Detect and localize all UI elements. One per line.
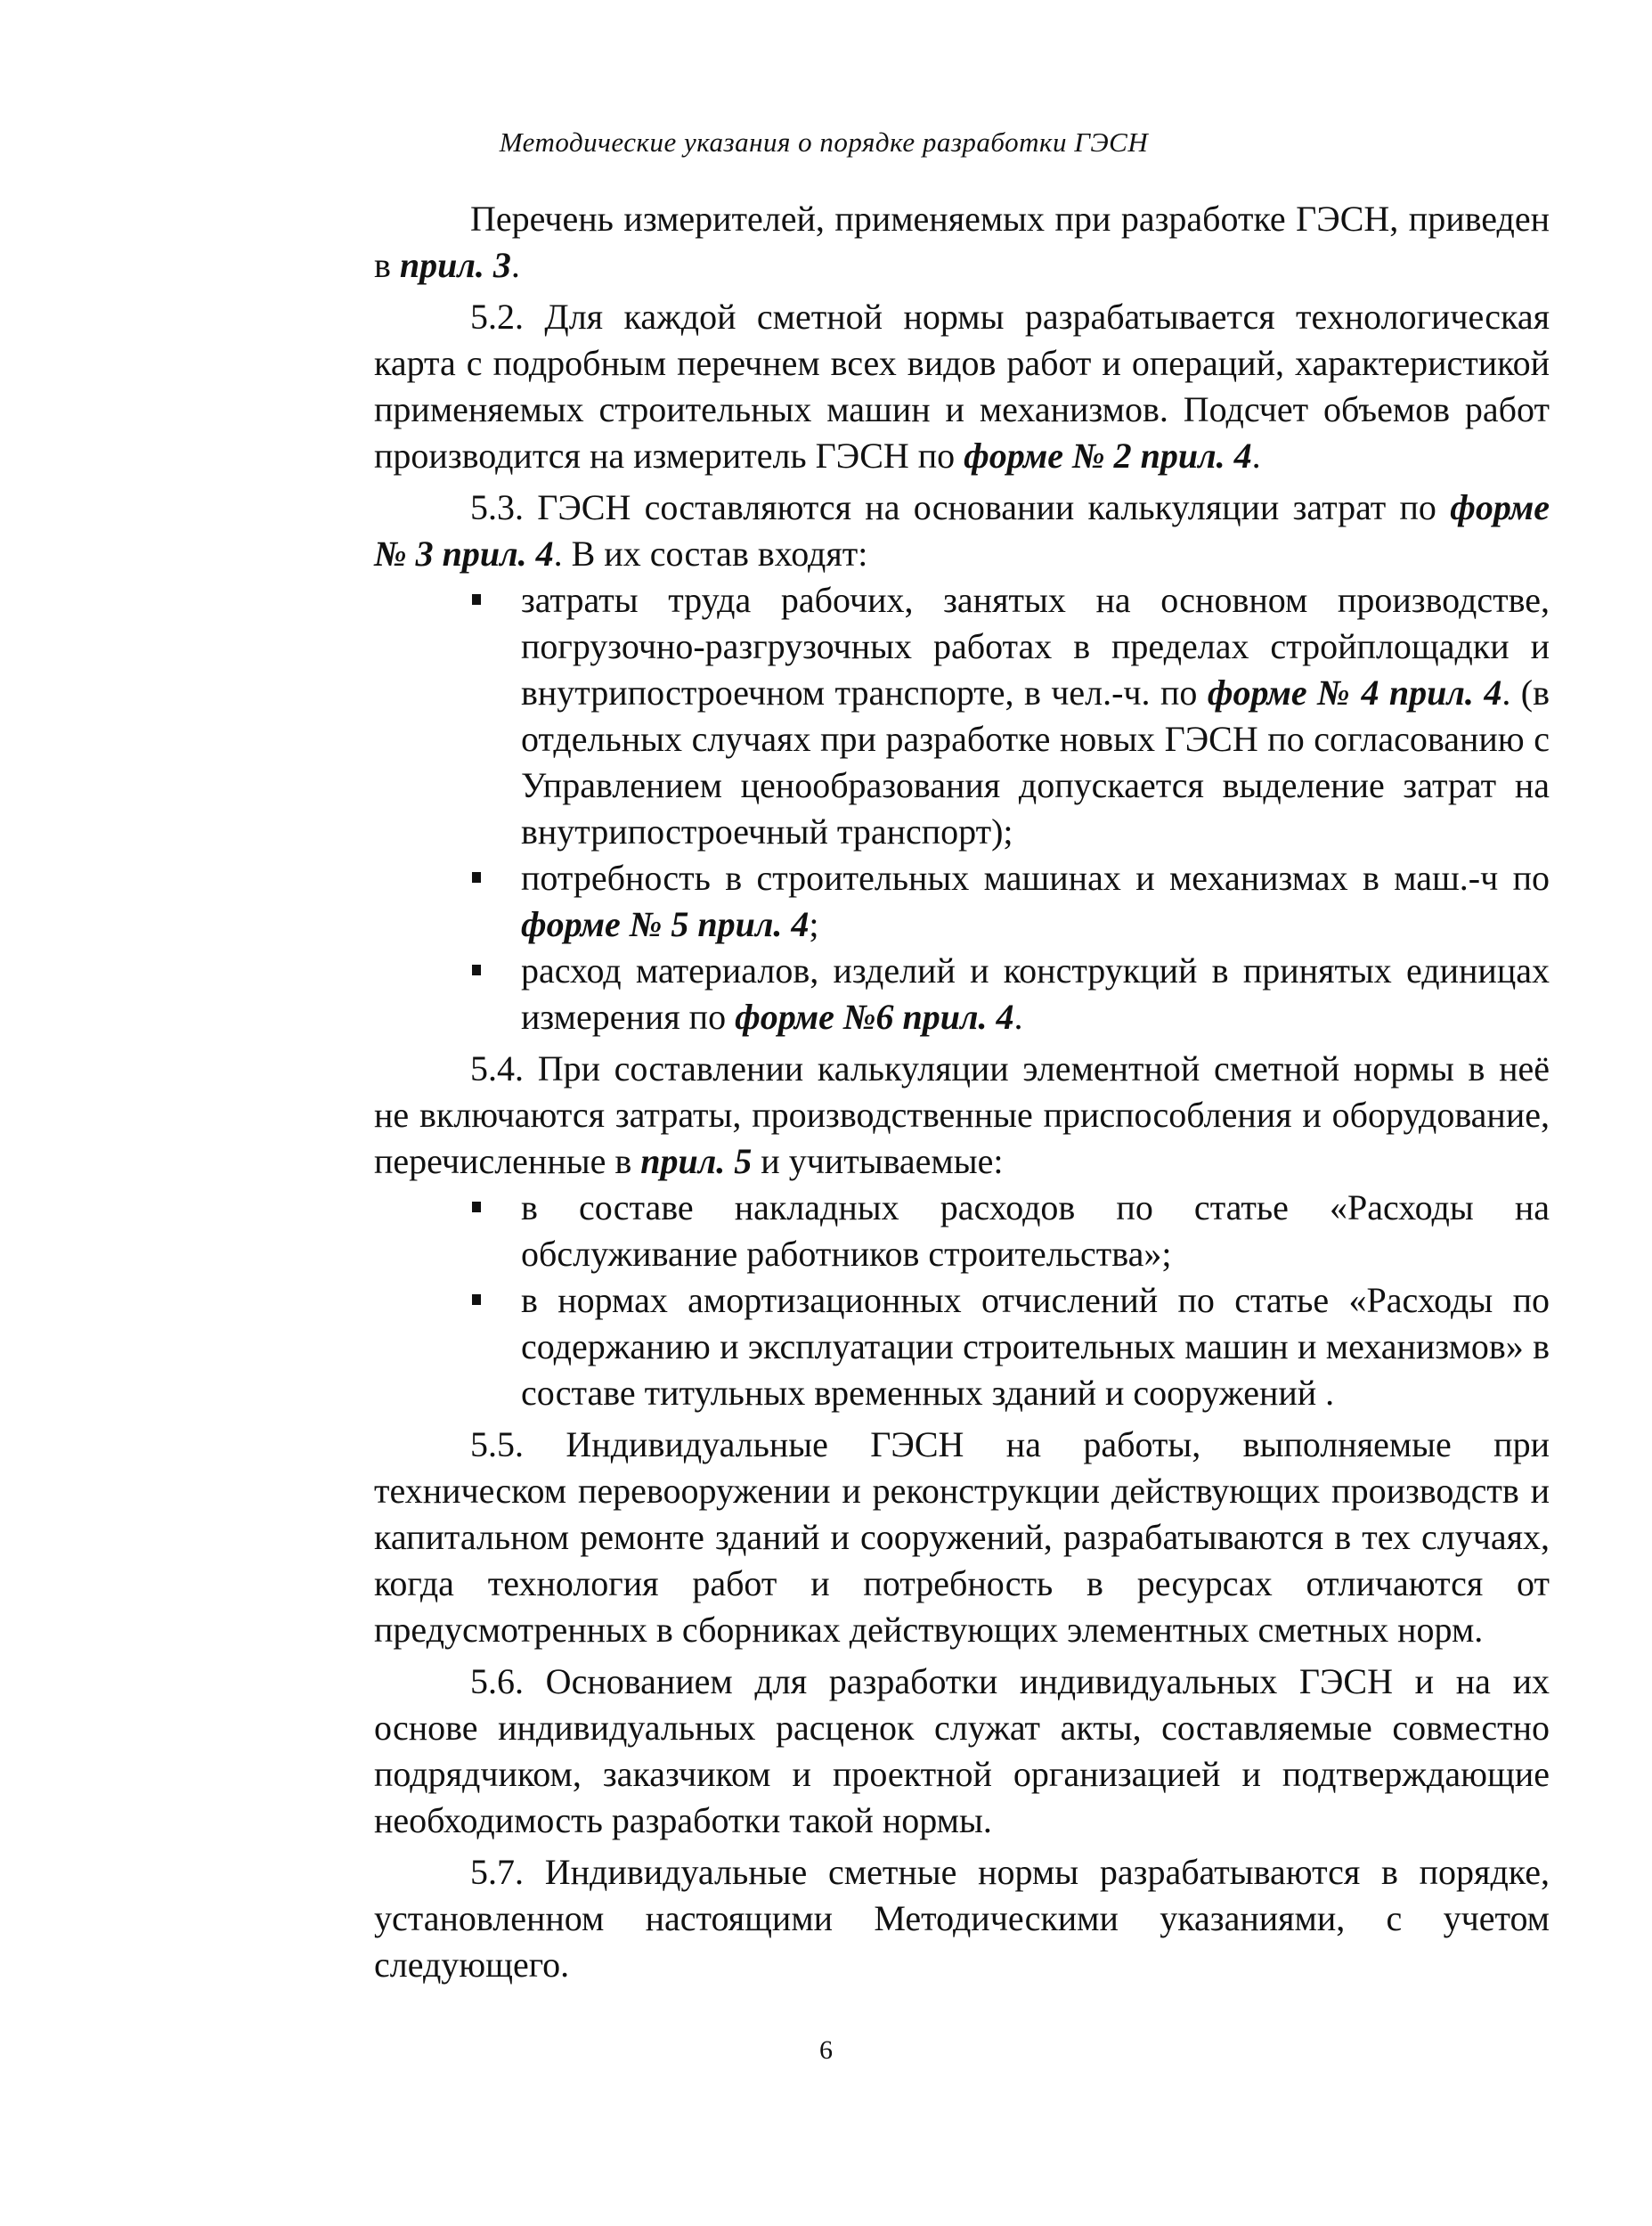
page-number: 6 bbox=[819, 2035, 833, 2065]
list-item: потребность в строительных машинах и механизмах в маш.-ч по форме № 5 прил. 4; bbox=[374, 855, 1550, 948]
list-item: расход материалов, изделий и конструкций в принятых единицах измерения по форме №6 прил. 4. bbox=[374, 948, 1550, 1040]
list-item: в составе накладных расходов по статье «Расходы на обслуживание работников строительства»; bbox=[374, 1185, 1550, 1277]
reference-form-6: форме №6 прил. 4 bbox=[735, 997, 1014, 1037]
paragraph-5-3: 5.3. ГЭСН составляются на основании калькуляции затрат по форме № 3 прил. 4. В их состав входят: bbox=[374, 487, 1550, 574]
document-body bbox=[374, 196, 1550, 1988]
clause-number: 5.7. bbox=[470, 1852, 524, 1892]
clause-number: 5.4. bbox=[470, 1048, 524, 1089]
bullet-marker bbox=[472, 594, 481, 605]
reference-form-2: форме № 2 прил. 4 bbox=[964, 436, 1252, 476]
clause-number: 5.6. bbox=[470, 1661, 524, 1701]
reference-form-3: форме № 3 прил. 4 bbox=[374, 487, 1550, 574]
reference-appendix-3: прил. 3 bbox=[399, 245, 511, 285]
paragraph-5-7: 5.7. Индивидуальные сметные нормы разрабатываются в порядке, установленном настоящими Методическими указаниями, с учетом следующего. bbox=[374, 1852, 1550, 1985]
bullet-marker bbox=[472, 872, 481, 883]
reference-appendix-5: прил. 5 bbox=[640, 1141, 753, 1181]
clause-number: 5.5. bbox=[470, 1424, 524, 1464]
list-5-4 bbox=[374, 1185, 1550, 1416]
clause-number: 5.3. bbox=[470, 487, 524, 527]
clause-number: 5.2. bbox=[470, 297, 524, 337]
paragraph-5-5: 5.5. Индивидуальные ГЭСН на работы, выполняемые при техническом перевооружении и реконструкции действующих производств и капитальном ремонте зданий и сооружений, разрабатываются в тех случаях, когда технология работ и потребность в ресурсах отличаются от предусмотренных в сборниках действующих элементных сметных норм. bbox=[374, 1424, 1550, 1650]
reference-form-4: форме № 4 прил. 4 bbox=[1207, 673, 1502, 713]
bullet-marker bbox=[472, 965, 481, 975]
list-item: затраты труда рабочих, занятых на основном производстве, погрузочно-разгрузочных работах в пределах стройплощадки и внутрипостроечном транспорте, в чел.-ч. по форме № 4 прил. 4. (в отдельных случаях при разработке новых ГЭСН по согласованию с Управлением ценообразования допускается выделение затрат на внутрипостроечный транспорт); bbox=[374, 577, 1550, 855]
running-header: Методические указания о порядке разработки ГЭСН bbox=[499, 126, 1149, 158]
paragraph-5-2: 5.2. Для каждой сметной нормы разрабатывается технологическая карта с подробным перечнем всех видов работ и операций, характеристикой применяемых строительных машин и механизмов. Подсчет объемов работ производится на измеритель ГЭСН по форме № 2 прил. 4. bbox=[374, 297, 1550, 476]
list-item: в нормах амортизационных отчислений по статье «Расходы по содержанию и эксплуатации строительных машин и механизмов» в составе титульных временных зданий и сооружений . bbox=[374, 1277, 1550, 1416]
paragraph-5-4: 5.4. При составлении калькуляции элементной сметной нормы в неё не включаются затраты, производственные приспособления и оборудование, перечисленные в прил. 5 и учитываемые: bbox=[374, 1048, 1550, 1181]
paragraph-measures-list: Перечень измерителей, применяемых при разработке ГЭСН, приведен в прил. 3. bbox=[374, 199, 1550, 285]
reference-form-5: форме № 5 прил. 4 bbox=[521, 904, 810, 944]
list-5-3 bbox=[374, 577, 1550, 1040]
paragraph-5-6: 5.6. Основанием для разработки индивидуальных ГЭСН и на их основе индивидуальных расценок служат акты, составляемые совместно подрядчиком, заказчиком и проектной организацией и подтверждающие необходимость разработки такой нормы. bbox=[374, 1661, 1550, 1840]
bullet-marker bbox=[472, 1202, 481, 1212]
bullet-marker bbox=[472, 1294, 481, 1305]
